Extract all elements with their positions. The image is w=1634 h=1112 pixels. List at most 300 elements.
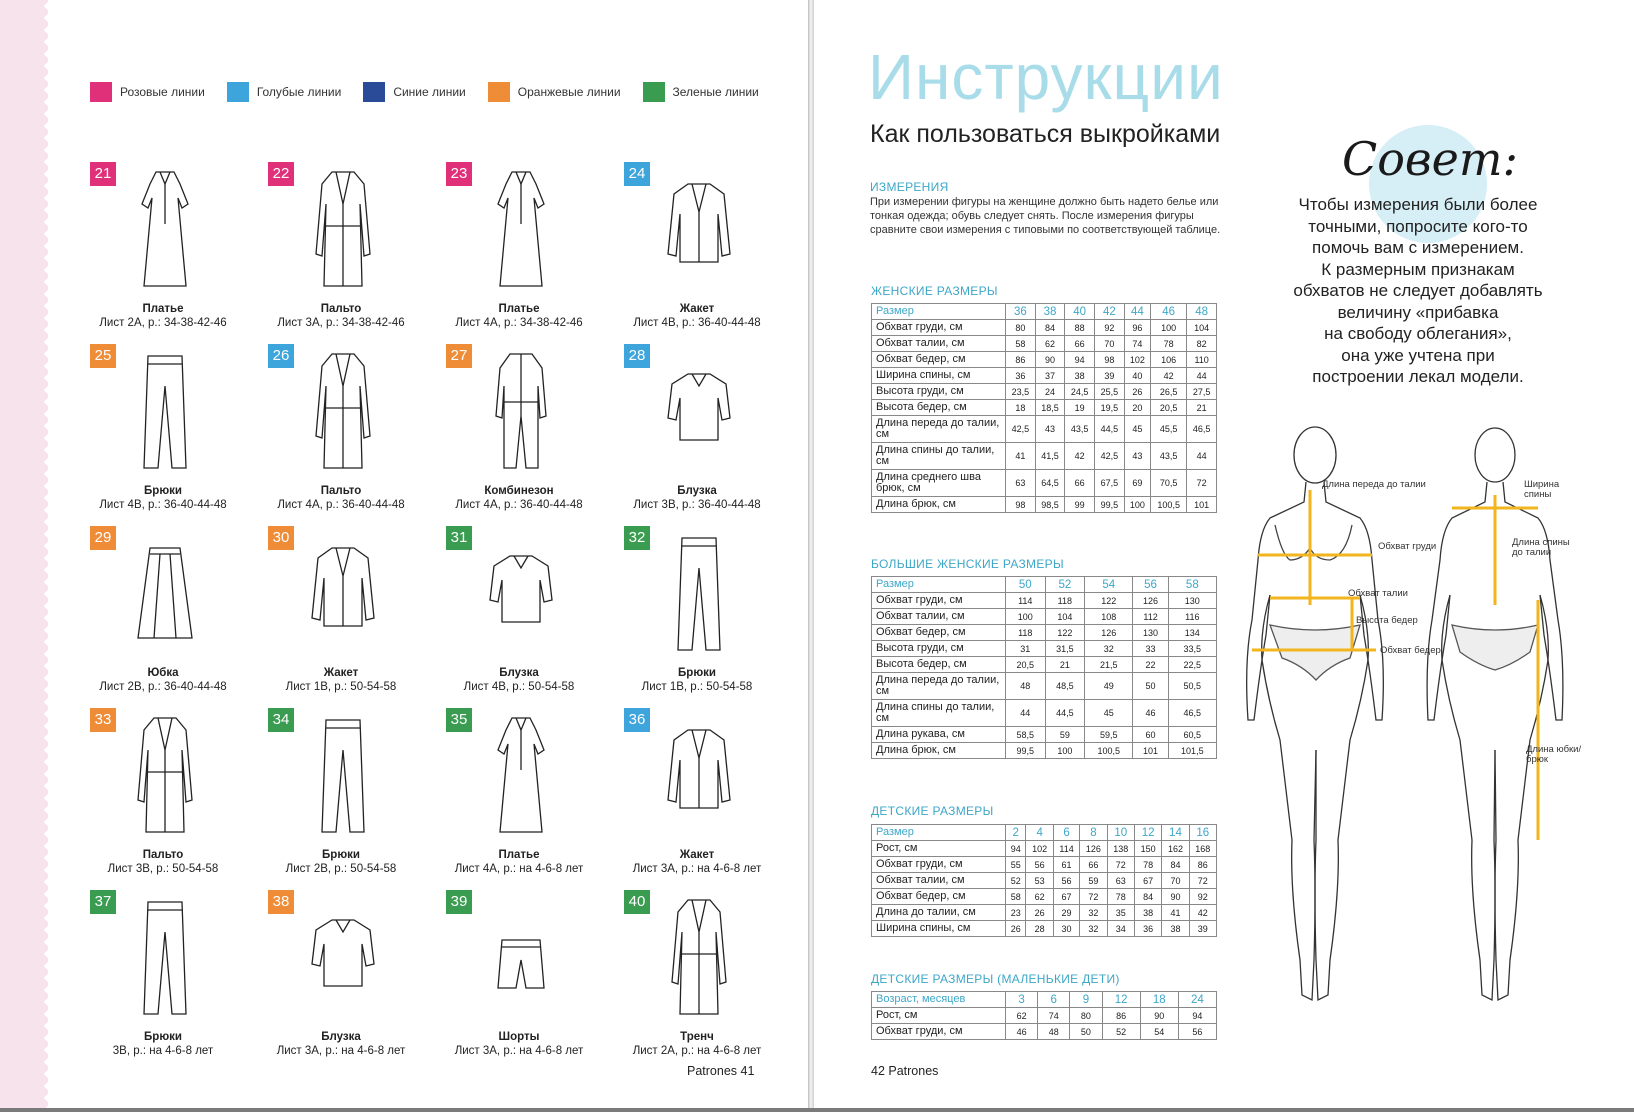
garment-card-39 [444,888,622,1070]
header-cell: Размер [872,825,1006,841]
value-cell: 33,5 [1168,641,1216,657]
value-cell: 92 [1095,320,1125,336]
value-cell: 32 [1080,905,1107,921]
trousers-icon [120,892,210,1020]
legend-item [90,82,205,102]
value-cell: 86 [1006,352,1036,368]
value-cell: 38 [1162,921,1189,937]
value-cell: 26 [1006,921,1026,937]
garment-name: Жакет [323,667,359,679]
bust-label: Обхват груди [1378,541,1437,552]
garment-sheet: Лист 2А, р.: на 4-6-8 лет [632,1045,762,1057]
shorts-icon [476,892,566,1020]
garment-number: 38 [268,890,294,914]
garment-sheet: Лист 2В, р.: 36-40-44-48 [99,681,227,693]
jacket-icon [298,528,388,656]
row-label: Обхват бедер, см [872,889,1006,905]
garment-number: 37 [90,890,116,914]
row-label: Обхват бедер, см [872,352,1006,368]
value-cell: 32 [1085,641,1133,657]
body-figures-drawing [1230,420,1610,1020]
value-cell: 18,5 [1035,400,1065,416]
value-cell: 118 [1045,593,1085,609]
value-cell: 26 [1124,384,1150,400]
garment-number: 36 [624,708,650,732]
value-cell: 33 [1133,641,1168,657]
value-cell: 98,5 [1035,497,1065,513]
garment-sheet: Лист 3А, р.: на 4-6-8 лет [276,1045,406,1057]
tip-line: К размерным признакам [1321,259,1515,279]
value-cell: 19 [1065,400,1095,416]
legend-label: Оранжевые линии [517,85,621,99]
legend-label: Розовые линии [120,85,205,99]
blouse-icon [654,346,744,474]
dress-icon [476,164,566,292]
value-cell: 37 [1035,368,1065,384]
value-cell: 42 [1151,368,1187,384]
value-cell: 104 [1187,320,1217,336]
value-cell: 31,5 [1045,641,1085,657]
value-cell: 24,5 [1065,384,1095,400]
value-cell: 130 [1133,625,1168,641]
value-cell: 43,5 [1151,443,1187,470]
header-cell: 58 [1168,577,1216,593]
hips-label: Обхват бедер [1380,645,1441,656]
value-cell: 45 [1124,416,1150,443]
value-cell: 96 [1124,320,1150,336]
value-cell: 100,5 [1151,497,1187,513]
row-label: Длина до талии, см [872,905,1006,921]
table-row [872,443,1217,470]
value-cell: 50 [1070,1024,1102,1040]
value-cell: 21,5 [1085,657,1133,673]
row-label: Рост, см [872,841,1006,857]
tip-text [1268,194,1568,388]
header-cell: 14 [1162,825,1189,841]
table-row [872,727,1217,743]
garment-number: 22 [268,162,294,186]
row-label: Высота бедер, см [872,400,1006,416]
blouse-icon [298,892,388,1020]
value-cell: 80 [1070,1008,1102,1024]
garment-number: 34 [268,708,294,732]
value-cell: 21 [1187,400,1217,416]
front-head [1294,427,1336,483]
value-cell: 46 [1133,700,1168,727]
front-length-label: Длина переда до талии [1322,479,1426,490]
value-cell: 48,5 [1045,673,1085,700]
value-cell: 64,5 [1035,470,1065,497]
legend-swatch [90,82,112,102]
row-label: Рост, см [872,1008,1006,1024]
value-cell: 116 [1168,609,1216,625]
value-cell: 44 [1187,368,1217,384]
value-cell: 61 [1053,857,1079,873]
value-cell: 122 [1085,593,1133,609]
row-label: Обхват груди, см [872,857,1006,873]
value-cell: 118 [1006,625,1046,641]
header-cell: 38 [1035,304,1065,320]
tip-line: обхватов не следует добавлять [1293,281,1543,300]
garment-card-30 [266,524,444,706]
value-cell: 114 [1053,841,1079,857]
kids-sizes-heading: ДЕТСКИЕ РАЗМЕРЫ [871,804,994,818]
garment-card-26 [266,342,444,524]
garment-name: Блузка [677,485,717,497]
value-cell: 54 [1140,1024,1178,1040]
garment-sheet: Лист 4В, р.: 36-40-44-48 [99,499,227,511]
garment-sheet: Лист 3В, р.: 50-54-58 [107,863,219,875]
header-cell: 3 [1006,992,1038,1008]
legend-swatch [363,82,385,102]
garment-sheet: Лист 4В, р.: 50-54-58 [463,681,575,693]
value-cell: 101 [1133,743,1168,759]
value-cell: 168 [1189,841,1216,857]
table-row [872,700,1217,727]
value-cell: 31 [1006,641,1046,657]
garment-sheet: Лист 4А, р.: на 4-6-8 лет [454,863,584,875]
value-cell: 78 [1107,889,1134,905]
garment-name: Тренч [680,1031,714,1043]
value-cell: 42 [1189,905,1216,921]
value-cell: 70 [1095,336,1125,352]
value-cell: 62 [1035,336,1065,352]
value-cell: 56 [1026,857,1053,873]
garment-sheet: Лист 1В, р.: 50-54-58 [641,681,753,693]
value-cell: 38 [1134,905,1161,921]
header-cell: 24 [1178,992,1216,1008]
kids-sizes-table [871,824,1217,937]
value-cell: 55 [1006,857,1026,873]
row-label: Длина переда до талии, см [872,673,1006,700]
row-label: Ширина спины, см [872,368,1006,384]
row-label: Обхват груди, см [872,593,1006,609]
page-title: Инструкции [868,41,1224,113]
header-cell: 52 [1045,577,1085,593]
row-label: Длина среднего шва брюк, см [872,470,1006,497]
value-cell: 58,5 [1006,727,1046,743]
garment-number: 31 [446,526,472,550]
pink-zigzag-border [0,0,40,1112]
trousers-icon [120,346,210,474]
value-cell: 69 [1124,470,1150,497]
value-cell: 42,5 [1006,416,1036,443]
tip-line: точными, попросите кого-то [1308,216,1528,236]
value-cell: 126 [1080,841,1107,857]
table-header-row [872,304,1217,320]
table-row [872,1024,1217,1040]
row-label: Обхват талии, см [872,609,1006,625]
garment-card-33 [88,706,266,888]
value-cell: 98 [1006,497,1036,513]
line-color-legend [90,82,790,102]
value-cell: 52 [1006,873,1026,889]
value-cell: 94 [1065,352,1095,368]
table-row [872,320,1217,336]
legend-label: Голубые линии [256,85,342,99]
value-cell: 52 [1102,1024,1140,1040]
value-cell: 86 [1189,857,1216,873]
value-cell: 63 [1006,470,1036,497]
header-cell: 56 [1133,577,1168,593]
garment-grid [88,160,808,1060]
table-row [872,609,1217,625]
legend-item [227,82,342,102]
table-row [872,743,1217,759]
garment-card-40 [622,888,800,1070]
value-cell: 84 [1134,889,1161,905]
garment-name: Брюки [322,849,360,861]
value-cell: 48 [1038,1024,1070,1040]
value-cell: 44 [1006,700,1046,727]
table-row [872,416,1217,443]
value-cell: 38 [1065,368,1095,384]
value-cell: 106 [1151,352,1187,368]
garment-card-22 [266,160,444,342]
value-cell: 62 [1006,1008,1038,1024]
value-cell: 20 [1124,400,1150,416]
value-cell: 102 [1026,841,1053,857]
value-cell: 66 [1065,336,1095,352]
value-cell: 46,5 [1168,700,1216,727]
row-label: Обхват груди, см [872,320,1006,336]
value-cell: 44,5 [1095,416,1125,443]
row-label: Длина спины до талии, см [872,443,1006,470]
table-row [872,497,1217,513]
table-row [872,400,1217,416]
value-cell: 74 [1038,1008,1070,1024]
garment-sheet: Лист 4А, р.: 36-40-44-48 [277,499,405,511]
value-cell: 122 [1045,625,1085,641]
value-cell: 86 [1102,1008,1140,1024]
value-cell: 44 [1187,443,1217,470]
garment-card-35 [444,706,622,888]
value-cell: 41 [1162,905,1189,921]
value-cell: 36 [1006,368,1036,384]
value-cell: 84 [1162,857,1189,873]
value-cell: 72 [1080,889,1107,905]
plus-sizes-heading: БОЛЬШИЕ ЖЕНСКИЕ РАЗМЕРЫ [871,557,1064,571]
value-cell: 34 [1107,921,1134,937]
row-label: Длина переда до талии, см [872,416,1006,443]
header-cell: 4 [1026,825,1053,841]
value-cell: 84 [1035,320,1065,336]
value-cell: 43,5 [1065,416,1095,443]
tip-line: помочь вам с измерением. [1312,238,1524,257]
value-cell: 99,5 [1095,497,1125,513]
garment-name: Жакет [679,849,715,861]
value-cell: 46 [1006,1024,1038,1040]
garment-name: Платье [498,849,540,861]
value-cell: 99,5 [1006,743,1046,759]
table-row [872,625,1217,641]
value-cell: 66 [1065,470,1095,497]
table-row [872,641,1217,657]
garment-number: 35 [446,708,472,732]
measure-text: При измерении фигуры на женщине должно быть надето белье или тонкая одежда; обувь следует снять. После измерения фигуры сравните свои измерения с типовыми по соответствующей таблице. [870,196,1221,236]
garment-number: 24 [624,162,650,186]
value-cell: 46,5 [1187,416,1217,443]
header-cell: 16 [1189,825,1216,841]
header-cell: 6 [1053,825,1079,841]
table-row [872,384,1217,400]
value-cell: 43 [1035,416,1065,443]
table-row [872,470,1217,497]
value-cell: 32 [1080,921,1107,937]
value-cell: 99 [1065,497,1095,513]
table-row [872,368,1217,384]
garment-card-27 [444,342,622,524]
value-cell: 114 [1006,593,1046,609]
garment-number: 33 [90,708,116,732]
garment-sheet: Лист 4А, р.: 34-38-42-46 [455,317,583,329]
value-cell: 41,5 [1035,443,1065,470]
value-cell: 92 [1189,889,1216,905]
bottom-edge [0,1108,1634,1112]
hip-height-label: Высота бедер [1356,615,1418,626]
value-cell: 58 [1006,336,1036,352]
measure-heading: ИЗМЕРЕНИЯ [870,180,949,194]
measurement-figures [1230,420,1610,1020]
row-label: Ширина спины, см [872,921,1006,937]
value-cell: 138 [1107,841,1134,857]
value-cell: 130 [1168,593,1216,609]
garment-card-21 [88,160,266,342]
garment-number: 21 [90,162,116,186]
value-cell: 100 [1124,497,1150,513]
garment-name: Брюки [144,485,182,497]
garment-number: 40 [624,890,650,914]
garment-number: 29 [90,526,116,550]
garment-card-37 [88,888,266,1070]
garment-number: 25 [90,344,116,368]
value-cell: 94 [1178,1008,1216,1024]
garment-sheet: Лист 4А, р.: 36-40-44-48 [455,499,583,511]
value-cell: 101 [1187,497,1217,513]
value-cell: 44,5 [1045,700,1085,727]
garment-card-28 [622,342,800,524]
value-cell: 56 [1178,1024,1216,1040]
value-cell: 25,5 [1095,384,1125,400]
tip-line: на свободу облегания», [1324,324,1512,343]
value-cell: 28 [1026,921,1053,937]
header-cell: 44 [1124,304,1150,320]
legend-swatch [227,82,249,102]
value-cell: 72 [1189,873,1216,889]
coat-icon [654,892,744,1020]
header-cell: 18 [1140,992,1178,1008]
value-cell: 56 [1053,873,1079,889]
header-cell: 9 [1070,992,1102,1008]
garment-card-25 [88,342,266,524]
garment-card-24 [622,160,800,342]
garment-name: Платье [142,303,184,315]
value-cell: 72 [1107,857,1134,873]
skirt-length-label: Длина юбки/брюк [1526,744,1582,765]
table-row [872,352,1217,368]
back-length-label: Длина спины до талии [1512,537,1570,558]
value-cell: 53 [1026,873,1053,889]
value-cell: 49 [1085,673,1133,700]
garment-card-32 [622,524,800,706]
garment-number: 23 [446,162,472,186]
dress-icon [120,164,210,292]
value-cell: 39 [1189,921,1216,937]
garment-sheet: Лист 3В, р.: 36-40-44-48 [633,499,761,511]
table-row [872,841,1217,857]
value-cell: 80 [1006,320,1036,336]
table-row [872,336,1217,352]
garment-name: Пальто [320,303,362,315]
value-cell: 112 [1133,609,1168,625]
garment-sheet: Лист 3А, р.: на 4-6-8 лет [454,1045,584,1057]
value-cell: 22 [1133,657,1168,673]
row-label: Длина брюк, см [872,743,1006,759]
header-cell: Возраст, месяцев [872,992,1006,1008]
tip-line: Чтобы измерения были более [1298,195,1538,214]
back-head [1475,428,1515,482]
legend-swatch [488,82,510,102]
value-cell: 66 [1080,857,1107,873]
value-cell: 45,5 [1151,416,1187,443]
value-cell: 35 [1107,905,1134,921]
header-cell: 2 [1006,825,1026,841]
header-cell: 40 [1065,304,1095,320]
garment-number: 39 [446,890,472,914]
value-cell: 63 [1107,873,1134,889]
value-cell: 19,5 [1095,400,1125,416]
value-cell: 26,5 [1151,384,1187,400]
value-cell: 29 [1053,905,1079,921]
row-label: Высота бедер, см [872,657,1006,673]
value-cell: 22,5 [1168,657,1216,673]
row-label: Длина брюк, см [872,497,1006,513]
header-cell: 50 [1006,577,1046,593]
value-cell: 90 [1140,1008,1178,1024]
garment-name: Комбинезон [484,485,554,497]
table-header-row [872,825,1217,841]
garment-name: Платье [498,303,540,315]
table-row [872,593,1217,609]
value-cell: 134 [1168,625,1216,641]
table-header-row [872,577,1217,593]
garment-sheet: Лист 2В, р.: 50-54-58 [285,863,397,875]
trousers-icon [298,710,388,838]
value-cell: 70 [1162,873,1189,889]
women-sizes-heading: ЖЕНСКИЕ РАЗМЕРЫ [871,284,998,298]
value-cell: 21 [1045,657,1085,673]
garment-name: Брюки [678,667,716,679]
legend-item [363,82,465,102]
value-cell: 78 [1151,336,1187,352]
value-cell: 20,5 [1151,400,1187,416]
value-cell: 60 [1133,727,1168,743]
table-header-row [872,992,1217,1008]
value-cell: 42 [1065,443,1095,470]
garment-number: 26 [268,344,294,368]
skirt-icon [120,528,210,656]
value-cell: 74 [1124,336,1150,352]
tip-line: величину «прибавка [1337,302,1499,322]
coat-icon [298,164,388,292]
value-cell: 72 [1187,470,1217,497]
legend-label: Зеленые линии [672,85,759,99]
value-cell: 90 [1162,889,1189,905]
garment-card-31 [444,524,622,706]
row-label: Длина рукава, см [872,727,1006,743]
garment-card-34 [266,706,444,888]
garment-card-38 [266,888,444,1070]
